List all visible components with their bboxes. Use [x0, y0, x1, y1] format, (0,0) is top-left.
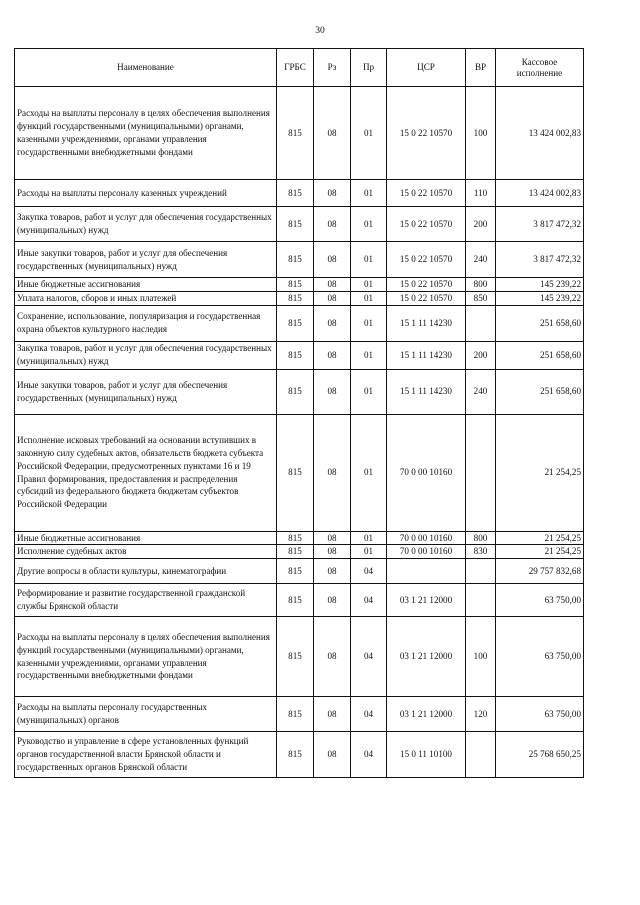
- row-pr: 04: [351, 584, 387, 617]
- row-pr: 04: [351, 559, 387, 584]
- row-grbs: 815: [277, 305, 314, 341]
- row-vr: 240: [466, 242, 496, 278]
- row-amount: 145 239,22: [496, 291, 584, 305]
- row-amount: 13 424 002,83: [496, 87, 584, 180]
- row-grbs: 815: [277, 207, 314, 242]
- header-csr: ЦСР: [387, 49, 466, 87]
- row-rz: 08: [314, 584, 351, 617]
- header-pr: Пр: [351, 49, 387, 87]
- row-rz: 08: [314, 291, 351, 305]
- header-grbs: ГРБС: [277, 49, 314, 87]
- row-grbs: 815: [277, 87, 314, 180]
- row-csr: 03 1 21 12000: [387, 617, 466, 697]
- header-row: [15, 49, 584, 87]
- row-grbs: 815: [277, 531, 314, 545]
- row-pr: 01: [351, 414, 387, 531]
- table-row: [15, 341, 584, 369]
- row-vr: [466, 559, 496, 584]
- row-amount: 145 239,22: [496, 278, 584, 292]
- row-vr: 110: [466, 180, 496, 207]
- row-grbs: 815: [277, 697, 314, 732]
- row-grbs: 815: [277, 291, 314, 305]
- row-name: Иные закупки товаров, работ и услуг для обеспечения государственных (муниципальных) нужд: [15, 369, 277, 414]
- row-grbs: 815: [277, 341, 314, 369]
- row-csr: 03 1 21 12000: [387, 697, 466, 732]
- row-vr: 830: [466, 545, 496, 559]
- table-row: [15, 617, 584, 697]
- table-row: [15, 584, 584, 617]
- row-csr: 15 1 11 14230: [387, 369, 466, 414]
- row-csr: 70 0 00 10160: [387, 545, 466, 559]
- row-name: Иные бюджетные ассигнования: [15, 278, 277, 292]
- row-rz: 08: [314, 305, 351, 341]
- row-vr: [466, 414, 496, 531]
- row-rz: 08: [314, 341, 351, 369]
- row-amount: 251 658,60: [496, 305, 584, 341]
- row-amount: 21 254,25: [496, 531, 584, 545]
- row-vr: [466, 584, 496, 617]
- row-csr: 15 0 22 10570: [387, 242, 466, 278]
- row-grbs: 815: [277, 559, 314, 584]
- row-pr: 01: [351, 180, 387, 207]
- row-rz: 08: [314, 697, 351, 732]
- row-rz: 08: [314, 180, 351, 207]
- row-name: Расходы на выплаты персоналу в целях обеспечения выполнения функций государственными (муниципальными) органами, казенными учреждениями, органами управления государственными внебюджетными фондами: [15, 87, 277, 180]
- row-pr: 01: [351, 545, 387, 559]
- row-amount: 63 750,00: [496, 617, 584, 697]
- row-csr: 15 0 22 10570: [387, 207, 466, 242]
- row-name: Исполнение исковых требований на основании вступивших в законную силу судебных актов, обязательств бюджета субъекта Российской Федерации, предусмотренных пунктами 16 и 19 Правил формирования, предоставления и распределения субсидий из федерального бюджета бюджетам субъектов Российской Федерации: [15, 414, 277, 531]
- table-row: [15, 732, 584, 778]
- table-row: [15, 207, 584, 242]
- row-vr: [466, 305, 496, 341]
- row-amount: 251 658,60: [496, 369, 584, 414]
- row-name: Иные закупки товаров, работ и услуг для обеспечения государственных (муниципальных) нужд: [15, 242, 277, 278]
- row-csr: 70 0 00 10160: [387, 531, 466, 545]
- row-pr: 01: [351, 207, 387, 242]
- row-name: Расходы на выплаты персоналу в целях обеспечения выполнения функций государственными (муниципальными) органами, казенными учреждениями, органами управления государственными внебюджетными фондами: [15, 617, 277, 697]
- row-amount: 3 817 472,32: [496, 207, 584, 242]
- row-name: Иные бюджетные ассигнования: [15, 531, 277, 545]
- row-pr: 01: [351, 242, 387, 278]
- row-name: Другие вопросы в области культуры, кинематографии: [15, 559, 277, 584]
- row-pr: 01: [351, 369, 387, 414]
- row-name: Уплата налогов, сборов и иных платежей: [15, 291, 277, 305]
- row-rz: 08: [314, 242, 351, 278]
- row-amount: 63 750,00: [496, 697, 584, 732]
- row-rz: 08: [314, 207, 351, 242]
- row-name: Реформирование и развитие государственной гражданской службы Брянской области: [15, 584, 277, 617]
- row-csr: 15 1 11 14230: [387, 305, 466, 341]
- row-vr: 800: [466, 278, 496, 292]
- row-pr: 01: [351, 305, 387, 341]
- row-vr: 200: [466, 341, 496, 369]
- row-amount: 21 254,25: [496, 414, 584, 531]
- row-amount: 25 768 650,25: [496, 732, 584, 778]
- row-amount: 3 817 472,32: [496, 242, 584, 278]
- row-pr: 04: [351, 697, 387, 732]
- row-rz: 08: [314, 414, 351, 531]
- row-grbs: 815: [277, 369, 314, 414]
- row-grbs: 815: [277, 584, 314, 617]
- table-row: [15, 697, 584, 732]
- row-name: Руководство и управление в сфере установленных функций органов государственной власти Брянской области и государственных органов Брянской области: [15, 732, 277, 778]
- table-row: [15, 545, 584, 559]
- row-csr: 15 0 22 10570: [387, 278, 466, 292]
- row-name: Сохранение, использование, популяризация и государственная охрана объектов культурного наследия: [15, 305, 277, 341]
- row-rz: 08: [314, 559, 351, 584]
- row-grbs: 815: [277, 732, 314, 778]
- row-name: Исполнение судебных актов: [15, 545, 277, 559]
- row-vr: 100: [466, 617, 496, 697]
- row-csr: 15 0 22 10570: [387, 291, 466, 305]
- row-amount: 21 254,25: [496, 545, 584, 559]
- row-grbs: 815: [277, 278, 314, 292]
- table-row: [15, 278, 584, 292]
- row-amount: 13 424 002,83: [496, 180, 584, 207]
- row-csr: 15 0 22 10570: [387, 87, 466, 180]
- row-grbs: 815: [277, 545, 314, 559]
- row-rz: 08: [314, 278, 351, 292]
- row-csr: 15 0 22 10570: [387, 180, 466, 207]
- table-row: [15, 559, 584, 584]
- row-csr: [387, 559, 466, 584]
- row-csr: 15 1 11 14230: [387, 341, 466, 369]
- row-grbs: 815: [277, 414, 314, 531]
- header-rz: Рз: [314, 49, 351, 87]
- row-rz: 08: [314, 531, 351, 545]
- row-pr: 01: [351, 291, 387, 305]
- table-row: [15, 414, 584, 531]
- row-rz: 08: [314, 369, 351, 414]
- table-row: [15, 369, 584, 414]
- row-pr: 04: [351, 732, 387, 778]
- row-amount: 63 750,00: [496, 584, 584, 617]
- row-pr: 01: [351, 531, 387, 545]
- budget-table: [14, 48, 584, 778]
- row-name: Расходы на выплаты персоналу казенных учреждений: [15, 180, 277, 207]
- row-csr: 03 1 21 12000: [387, 584, 466, 617]
- row-csr: 15 0 11 10100: [387, 732, 466, 778]
- row-grbs: 815: [277, 242, 314, 278]
- row-pr: 01: [351, 87, 387, 180]
- row-rz: 08: [314, 545, 351, 559]
- table-row: [15, 242, 584, 278]
- row-rz: 08: [314, 617, 351, 697]
- row-vr: 850: [466, 291, 496, 305]
- table-row: [15, 87, 584, 180]
- row-grbs: 815: [277, 180, 314, 207]
- table-row: [15, 180, 584, 207]
- row-pr: 01: [351, 278, 387, 292]
- row-csr: 70 0 00 10160: [387, 414, 466, 531]
- header-name: Наименование: [15, 49, 277, 87]
- row-rz: 08: [314, 732, 351, 778]
- table-row: [15, 305, 584, 341]
- row-amount: 29 757 832,68: [496, 559, 584, 584]
- row-rz: 08: [314, 87, 351, 180]
- row-vr: 800: [466, 531, 496, 545]
- header-vr: ВР: [466, 49, 496, 87]
- header-amount: Кассовое исполнение: [496, 49, 584, 87]
- row-name: Закупка товаров, работ и услуг для обеспечения государственных (муниципальных) нужд: [15, 207, 277, 242]
- row-pr: 01: [351, 341, 387, 369]
- row-vr: 120: [466, 697, 496, 732]
- row-vr: 100: [466, 87, 496, 180]
- row-name: Расходы на выплаты персоналу государственных (муниципальных) органов: [15, 697, 277, 732]
- row-pr: 04: [351, 617, 387, 697]
- table-row: [15, 531, 584, 545]
- row-vr: 200: [466, 207, 496, 242]
- row-grbs: 815: [277, 617, 314, 697]
- row-amount: 251 658,60: [496, 341, 584, 369]
- row-vr: [466, 732, 496, 778]
- table-row: [15, 291, 584, 305]
- row-name: Закупка товаров, работ и услуг для обеспечения государственных (муниципальных) нужд: [15, 341, 277, 369]
- page-number: 30: [315, 26, 325, 36]
- row-vr: 240: [466, 369, 496, 414]
